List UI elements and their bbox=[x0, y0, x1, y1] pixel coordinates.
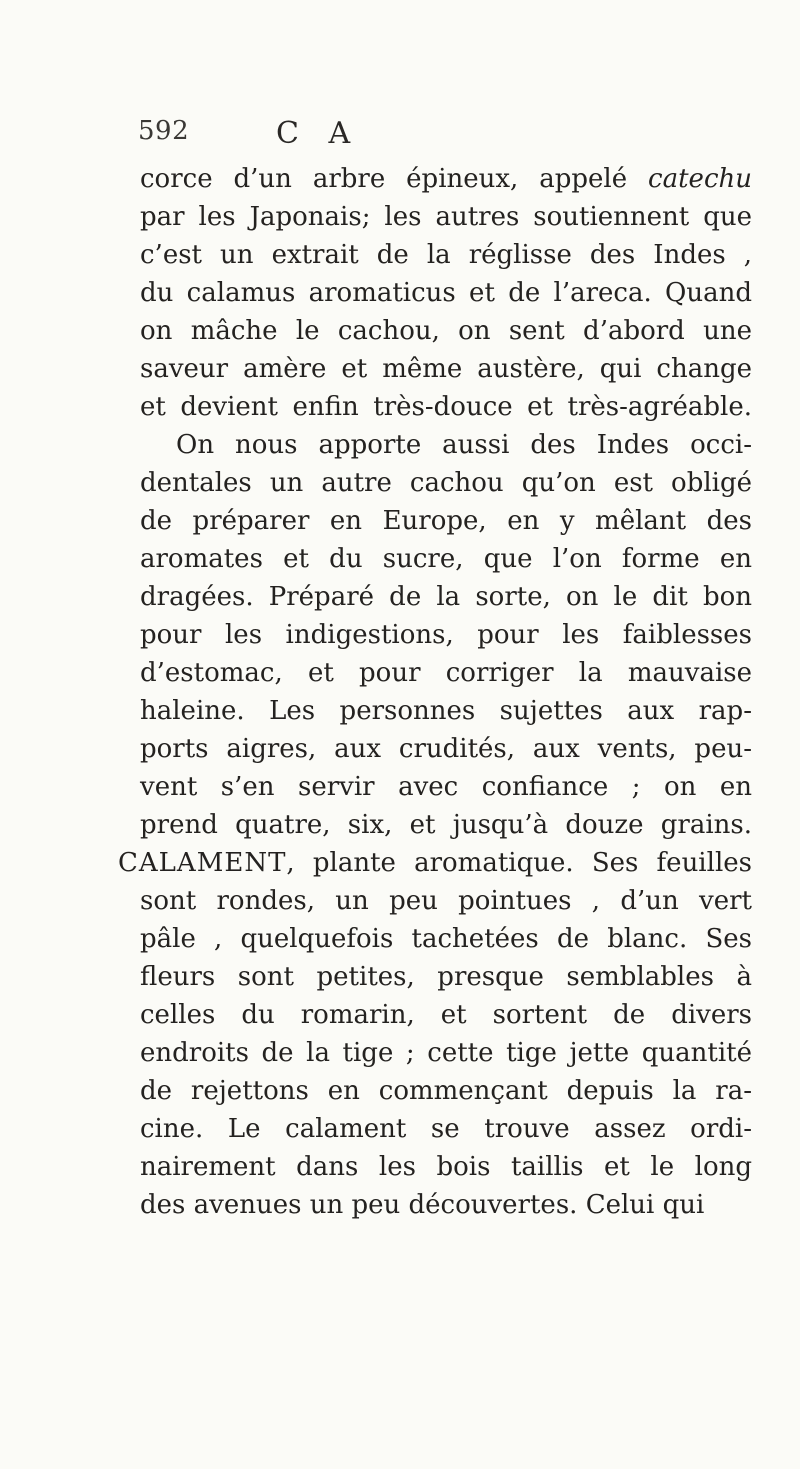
text-line: de rejettons en commençant depuis la ra- bbox=[140, 1076, 752, 1106]
text-line: et devient enfin très-douce et très-agréable. bbox=[140, 392, 752, 422]
text-line: cine. Le calament se trouve assez ordi- bbox=[140, 1114, 752, 1144]
text-line: corce d’un arbre épineux, appelé catechu bbox=[140, 164, 752, 194]
text-line: fleurs sont petites, presque semblables à bbox=[140, 962, 752, 992]
running-head: C A bbox=[276, 116, 361, 151]
page-number: 592 bbox=[138, 116, 190, 146]
text-line: prend quatre, six, et jusqu’à douze grains. bbox=[140, 810, 752, 840]
text-line: vent s’en servir avec confiance ; on en bbox=[140, 772, 752, 802]
text-line: dragées. Préparé de la sorte, on le dit bon bbox=[140, 582, 752, 612]
text-line: nairement dans les bois taillis et le long bbox=[140, 1152, 752, 1182]
text-line: aromates et du sucre, que l’on forme en bbox=[140, 544, 752, 574]
text-line: c’est un extrait de la réglisse des Indes , bbox=[140, 240, 752, 270]
text-line: endroits de la tige ; cette tige jette quantité bbox=[140, 1038, 752, 1068]
text-line: ports aigres, aux crudités, aux vents, peu- bbox=[140, 734, 752, 764]
text-line: par les Japonais; les autres soutiennent que bbox=[140, 202, 752, 232]
text-line: des avenues un peu découvertes. Celui qui bbox=[140, 1190, 705, 1220]
paragraph-start-line: On nous apporte aussi des Indes occi- bbox=[176, 430, 752, 460]
text-line: d’estomac, et pour corriger la mauvaise bbox=[140, 658, 752, 688]
text-line: haleine. Les personnes sujettes aux rap- bbox=[140, 696, 752, 726]
text-line: saveur amère et même austère, qui change bbox=[140, 354, 752, 384]
page-header bbox=[108, 116, 668, 156]
text-line: du calamus aromaticus et de l’areca. Quand bbox=[140, 278, 752, 308]
text-line: de préparer en Europe, en y mêlant des bbox=[140, 506, 752, 536]
italic-term: catechu bbox=[648, 164, 752, 194]
text-line: pour les indigestions, pour les faiblesses bbox=[140, 620, 752, 650]
text-line: on mâche le cachou, on sent d’abord une bbox=[140, 316, 752, 346]
text-line: dentales un autre cachou qu’on est obligé bbox=[140, 468, 752, 498]
headword: CALAMENT bbox=[118, 848, 287, 878]
entry-start-line: CALAMENT, plante aromatique. Ses feuilles bbox=[118, 848, 752, 878]
body-text bbox=[118, 160, 752, 1224]
text-line: pâle , quelquefois tachetées de blanc. Ses bbox=[140, 924, 752, 954]
text-line: celles du romarin, et sortent de divers bbox=[140, 1000, 752, 1030]
text-line: sont rondes, un peu pointues , d’un vert bbox=[140, 886, 752, 916]
